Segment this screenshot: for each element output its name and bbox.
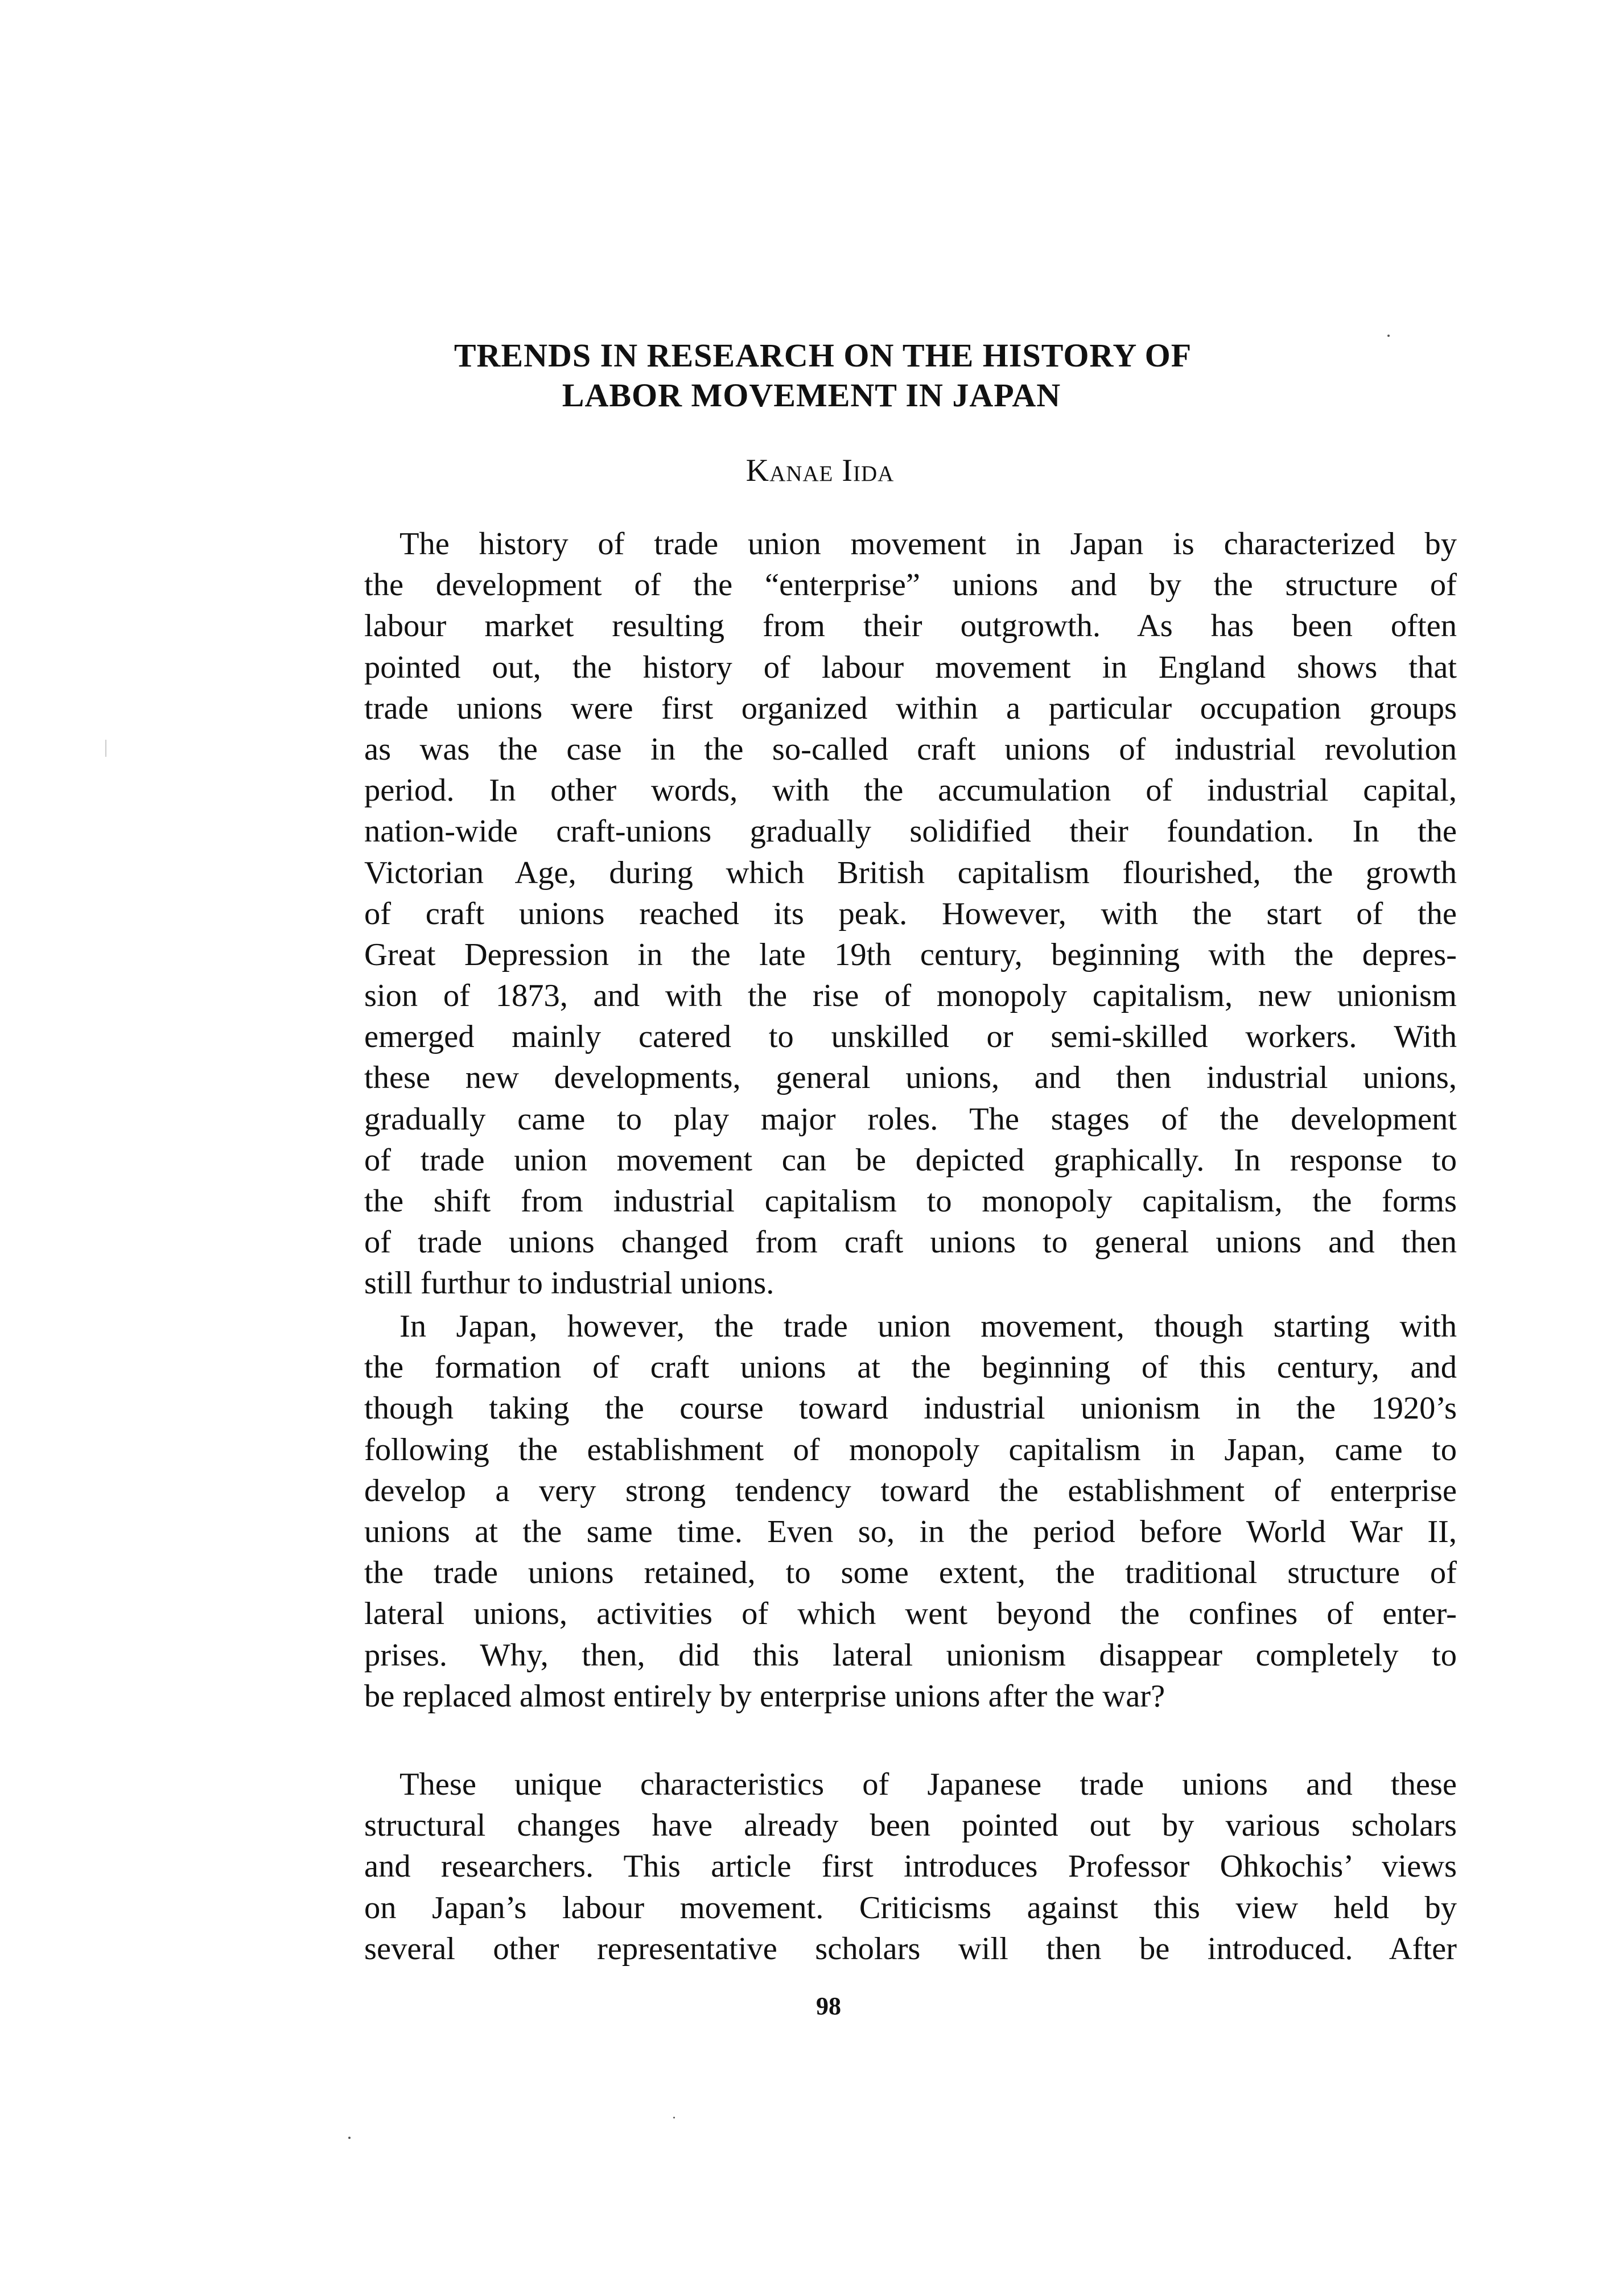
text-line: These unique characteristics of Japanese trade unions and these xyxy=(399,1767,1457,1802)
text-line: unions at the same time. Even so, in the period before World War II, xyxy=(364,1514,1457,1549)
text-line: Victorian Age, during which British capitalism flourished, the growth xyxy=(364,855,1457,891)
text-line: following the establishment of monopoly capitalism in Japan, came to xyxy=(364,1432,1457,1468)
text-line: and researchers. This article first introduces Professor Ohkochis’ views xyxy=(364,1849,1457,1885)
scan-speck xyxy=(673,2117,675,2118)
scan-mark xyxy=(105,740,106,757)
text-line: emerged mainly catered to unskilled or semi-skilled workers. With xyxy=(364,1019,1457,1055)
author-name: Kanae Iida xyxy=(745,453,895,488)
text-line: as was the case in the so-called craft unions of industrial revolution xyxy=(364,731,1457,767)
text-line: trade unions were first organized within a particular occupation groups xyxy=(364,690,1457,726)
paragraph-3 xyxy=(364,1764,1457,1969)
text-line: though taking the course toward industrial unionism in the 1920’s xyxy=(364,1391,1457,1427)
text-line: several other representative scholars will then be introduced. After xyxy=(364,1931,1457,1967)
text-line: on Japan’s labour movement. Criticisms against this view held by xyxy=(364,1890,1457,1926)
text-line: nation-wide craft-unions gradually solidified their foundation. In the xyxy=(364,814,1457,850)
page-number: 98 xyxy=(816,1992,841,2020)
title-line-2: LABOR MOVEMENT IN JAPAN xyxy=(562,377,1061,414)
text-line: The history of trade union movement in Japan is characterized by xyxy=(399,526,1457,562)
text-line: gradually came to play major roles. The stages of the development xyxy=(364,1101,1457,1137)
text-line: Great Depression in the late 19th century, beginning with the depres- xyxy=(364,937,1457,972)
text-line: lateral unions, activities of which went beyond the confines of enter- xyxy=(364,1596,1457,1632)
text-line: still furthur to industrial unions. xyxy=(364,1266,775,1301)
text-line: these new developments, general unions, and then industrial unions, xyxy=(364,1060,1457,1096)
text-line: pointed out, the history of labour movement in England shows that xyxy=(364,649,1457,685)
text-line: the shift from industrial capitalism to monopoly capitalism, the forms xyxy=(364,1184,1457,1219)
text-line: the development of the “enterprise” unions and by the structure of xyxy=(364,567,1457,603)
text-line: develop a very strong tendency toward the establishment of enterprise xyxy=(364,1473,1457,1508)
title-line-1: TRENDS IN RESEARCH ON THE HISTORY OF xyxy=(454,337,1192,374)
text-line: the trade unions retained, to some extent, the traditional structure of xyxy=(364,1555,1457,1591)
paragraph-2 xyxy=(364,1306,1457,1717)
scan-speck xyxy=(348,2137,351,2139)
text-line: of trade union movement can be depicted graphically. In response to xyxy=(364,1142,1457,1178)
text-line: In Japan, however, the trade union movement, though starting with xyxy=(399,1309,1457,1344)
text-line: labour market resulting from their outgrowth. As has been often xyxy=(364,608,1457,644)
paragraph-1 xyxy=(364,523,1457,1304)
text-line: be replaced almost entirely by enterprise unions after the war? xyxy=(364,1678,1165,1714)
text-line: period. In other words, with the accumulation of industrial capital, xyxy=(364,773,1457,809)
scan-speck xyxy=(1387,335,1390,337)
text-line: prises. Why, then, did this lateral unionism disappear completely to xyxy=(364,1637,1457,1673)
text-line: of craft unions reached its peak. However, with the start of the xyxy=(364,896,1457,931)
text-line: of trade unions changed from craft unions to general unions and then xyxy=(364,1225,1457,1260)
text-line: the formation of craft unions at the beginning of this century, and xyxy=(364,1350,1457,1386)
article-title xyxy=(0,336,1623,415)
text-line: sion of 1873, and with the rise of monopoly capitalism, new unionism xyxy=(364,978,1457,1014)
text-line: structural changes have already been pointed out by various scholars xyxy=(364,1808,1457,1844)
